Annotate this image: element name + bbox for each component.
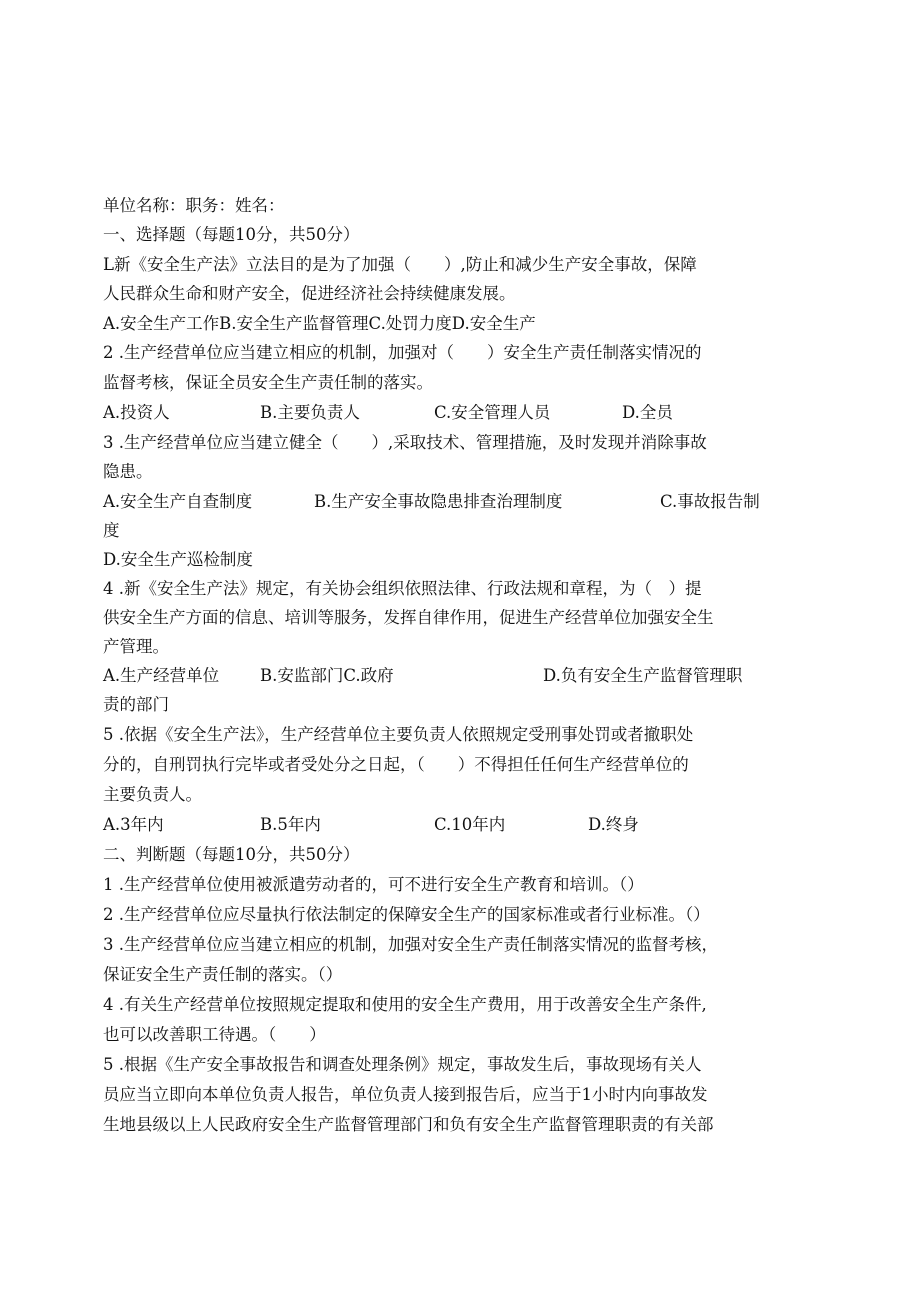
tf-line-7: 5 .根据《生产安全事故报告和调查处理条例》规定，事故发生后，事故现场有关人 [103, 1055, 702, 1074]
q4-line-1: 4 .新《安全生产法》规定，有关协会组织依照法律、行政法规和章程，为（ ）提 [103, 579, 702, 598]
tf-line-8: 员应当立即向本单位负责人报告，单位负责人接到报告后，应当于1小时内向事故发 [103, 1085, 708, 1104]
q5-option-a: A.3年内 [103, 815, 164, 834]
section1-title: 一、选择题（每题10分，共50分） [103, 225, 360, 244]
tf-line-4: 保证安全生产责任制的落实。（） [103, 965, 343, 984]
q1-line-2: 人民群众生命和财产安全，促进经济社会持续健康发展。 [103, 284, 516, 303]
q4-option-bc: B.安监部门C.政府 [260, 666, 394, 685]
tf-line-2: 2 .生产经营单位应尽量执行依法制定的保障安全生产的国家标准或者行业标准。（） [103, 905, 710, 924]
q3-option-c: C.事故报告制 [660, 492, 760, 511]
tf-line-9: 生地县级以上人民政府安全生产监督管理部门和负有安全生产监督管理职责的有关部 [103, 1115, 714, 1134]
q3-options [103, 491, 823, 513]
q2-option-c: C.安全管理人员 [434, 403, 551, 422]
tf-line-3: 3 .生产经营单位应当建立相应的机制，加强对安全生产责任制落实情况的监督考核， [103, 935, 718, 954]
q2-line-1: 2 .生产经营单位应当建立相应的机制，加强对（ ）安全生产责任制落实情况的 [103, 343, 702, 362]
tf-line-6: 也可以改善职工待遇。（ ） [103, 1025, 326, 1044]
q2-option-a: A.投资人 [103, 403, 170, 422]
q5-line-3: 主要负责人。 [103, 785, 202, 804]
q4-options-cont: 责的部门 [103, 695, 169, 714]
q3-option-d: D.安全生产巡检制度 [103, 550, 253, 569]
q3-line-1: 3 .生产经营单位应当建立健全（ ）,采取技术、管理措施，及时发现并消除事故 [103, 433, 707, 452]
q5-option-c: C.10年内 [434, 815, 506, 834]
q5-option-b: B.5年内 [260, 815, 321, 834]
q5-option-d: D.终身 [588, 815, 639, 834]
q3-option-b: B.生产安全事故隐患排查治理制度 [314, 492, 563, 511]
tf-line-1: 1 .生产经营单位使用被派遣劳动者的，可不进行安全生产教育和培训。（） [103, 875, 644, 894]
tf-line-5: 4 .有关生产经营单位按照规定提取和使用的安全生产费用，用于改善安全生产条件, [103, 995, 707, 1014]
q2-options [103, 402, 823, 424]
q3-line-2: 隐患。 [103, 462, 153, 481]
q4-option-d: D.负有安全生产监督管理职 [543, 666, 743, 685]
q5-options [103, 814, 823, 836]
q2-line-2: 监督考核，保证全员安全生产责任制的落实。 [103, 373, 433, 392]
q5-line-1: 5 .依据《安全生产法》，生产经营单位主要负责人依照规定受刑事处罚或者撤职处 [103, 725, 694, 744]
q4-options [103, 665, 823, 687]
q4-line-2: 供安全生产方面的信息、培训等服务，发挥自律作用，促进生产经营单位加强安全生 [103, 608, 714, 627]
q5-line-2: 分的，自刑罚执行完毕或者受处分之日起，（ ）不得担任任何生产经营单位的 [103, 755, 689, 774]
q1-line-1: L新《安全生产法》立法目的是为了加强（ ）,防止和减少生产安全事故，保障 [103, 255, 697, 274]
q4-option-a: A.生产经营单位 [103, 666, 220, 685]
q1-options: A.安全生产工作B.安全生产监督管理C.处罚力度D.安全生产 [103, 314, 536, 333]
q3-options-cont-1: 度 [103, 521, 120, 540]
q2-option-d: D.全员 [622, 403, 673, 422]
q4-line-3: 产管理。 [103, 637, 169, 656]
q2-option-b: B.主要负责人 [260, 403, 360, 422]
section2-title: 二、判断题（每题10分，共50分） [103, 845, 360, 864]
info-line: 单位名称：职务：姓名： [103, 196, 285, 215]
q3-option-a: A.安全生产自查制度 [103, 492, 253, 511]
